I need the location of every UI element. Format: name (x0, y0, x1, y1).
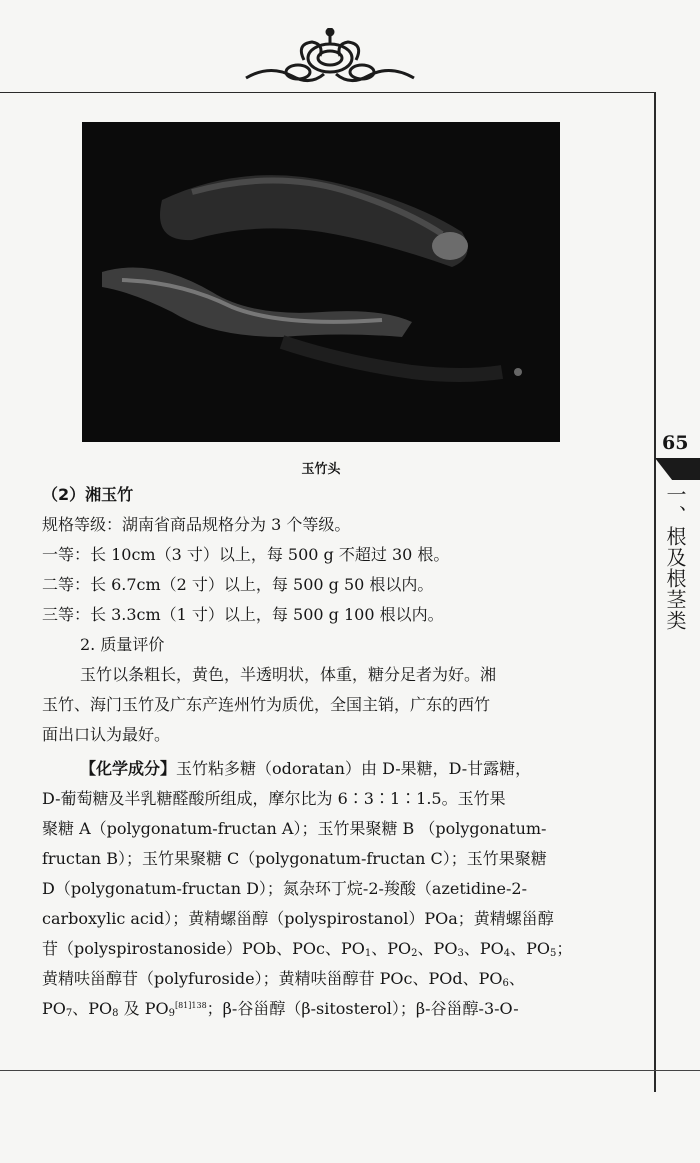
chem-line-9-b: 、PO (72, 999, 113, 1018)
subscript: 1 (364, 948, 372, 959)
figure-caption: 玉竹头 (301, 462, 341, 477)
chem-line-8 (42, 964, 616, 994)
chem-line-7-e: 、PO (510, 939, 550, 958)
footer-rule (0, 1070, 700, 1071)
subscript: 2 (411, 948, 418, 959)
chem-line-9-c: 及 PO (118, 999, 169, 1018)
side-rule (654, 92, 656, 1092)
subscript: 8 (112, 1008, 119, 1019)
quality-line-1: 玉竹以条粗长，黄色，半透明状，体重，糖分足者为好。湘 (80, 665, 497, 684)
chem-line-9-d: ；β-谷甾醇（β-sitosterol）；β-谷甾醇-3-O- (206, 999, 519, 1018)
quality-heading: 2. 质量评价 (80, 635, 165, 654)
chem-section-label: 【化学成分】 (80, 759, 177, 778)
chem-line-4: fructan B）；玉竹果聚糖 C（polygonatum-fructan C）；玉竹果聚糖 (42, 849, 547, 868)
body-text (42, 480, 616, 1024)
quality-line-3: 面出口认为最好。 (42, 725, 171, 744)
rhizome-photo-drawing (82, 122, 560, 442)
chem-line-9-a: PO (42, 999, 66, 1018)
subheading: （2）湘玉竹 (42, 485, 134, 504)
side-tab-marker (655, 458, 700, 480)
header-ornament-icon (240, 28, 420, 92)
quality-line-2: 玉竹、海门玉竹及广东产连州竹为质优，全国主销，广东的西竹 (42, 695, 491, 714)
chem-line-1-text: 玉竹粘多糖（odoratan）由 D-果糖，D-甘露糖， (176, 759, 532, 778)
chem-line-8-b: 、 (508, 969, 525, 988)
chem-line-9 (42, 994, 616, 1024)
page-number: 65 (662, 432, 689, 454)
chem-line-7-a: 苷（polyspirostanoside）POb、POc、PO (42, 939, 365, 958)
chem-line-7-d: 、PO (463, 939, 504, 958)
header-rule (0, 92, 655, 93)
subscript: 4 (503, 948, 511, 959)
grade-1: 一等：长 10cm（3 寸）以上，每 500 g 不超过 30 根。 (42, 545, 450, 564)
chem-line-6: carboxylic acid）；黄精螺甾醇（polyspirostanol）POa；黄精螺甾醇 (42, 909, 554, 928)
grade-3: 三等：长 3.3cm（1 寸）以上，每 500 g 100 根以内。 (42, 605, 444, 624)
chem-line-7 (42, 934, 616, 964)
subscript: 9 (168, 1008, 175, 1019)
chem-line-7-c: 、PO (417, 939, 458, 958)
rhizome-photo (82, 122, 560, 442)
chem-line-7-f: ； (556, 939, 573, 958)
chem-line-7-b: 、PO (371, 939, 412, 958)
chem-line-2: D-葡萄糖及半乳糖醛酸所组成，摩尔比为 6∶3∶1∶1.5。玉竹果 (42, 789, 506, 808)
grade-intro: 规格等级：湖南省商品规格分为 3 个等级。 (42, 515, 351, 534)
subscript: 3 (457, 948, 464, 959)
subscript: 6 (502, 978, 509, 989)
subscript: 5 (549, 948, 557, 959)
citation-reference: [81]138 (174, 1001, 207, 1010)
chem-line-1 (42, 754, 616, 784)
chem-line-3: 聚糖 A（polygonatum-fructan A）；玉竹果聚糖 B （polygonatum- (42, 819, 547, 838)
chem-line-5: D（polygonatum-fructan D）；氮杂环丁烷-2-羧酸（azetidine-2- (42, 879, 528, 898)
subscript: 7 (65, 1008, 73, 1019)
chem-line-8-a: 黄精呋甾醇苷（polyfuroside）；黄精呋甾醇苷 POc、POd、PO (42, 969, 503, 988)
grade-2: 二等：长 6.7cm（2 寸）以上，每 500 g 50 根以内。 (42, 575, 434, 594)
side-section-label: 一、根及根茎类 (663, 484, 687, 631)
